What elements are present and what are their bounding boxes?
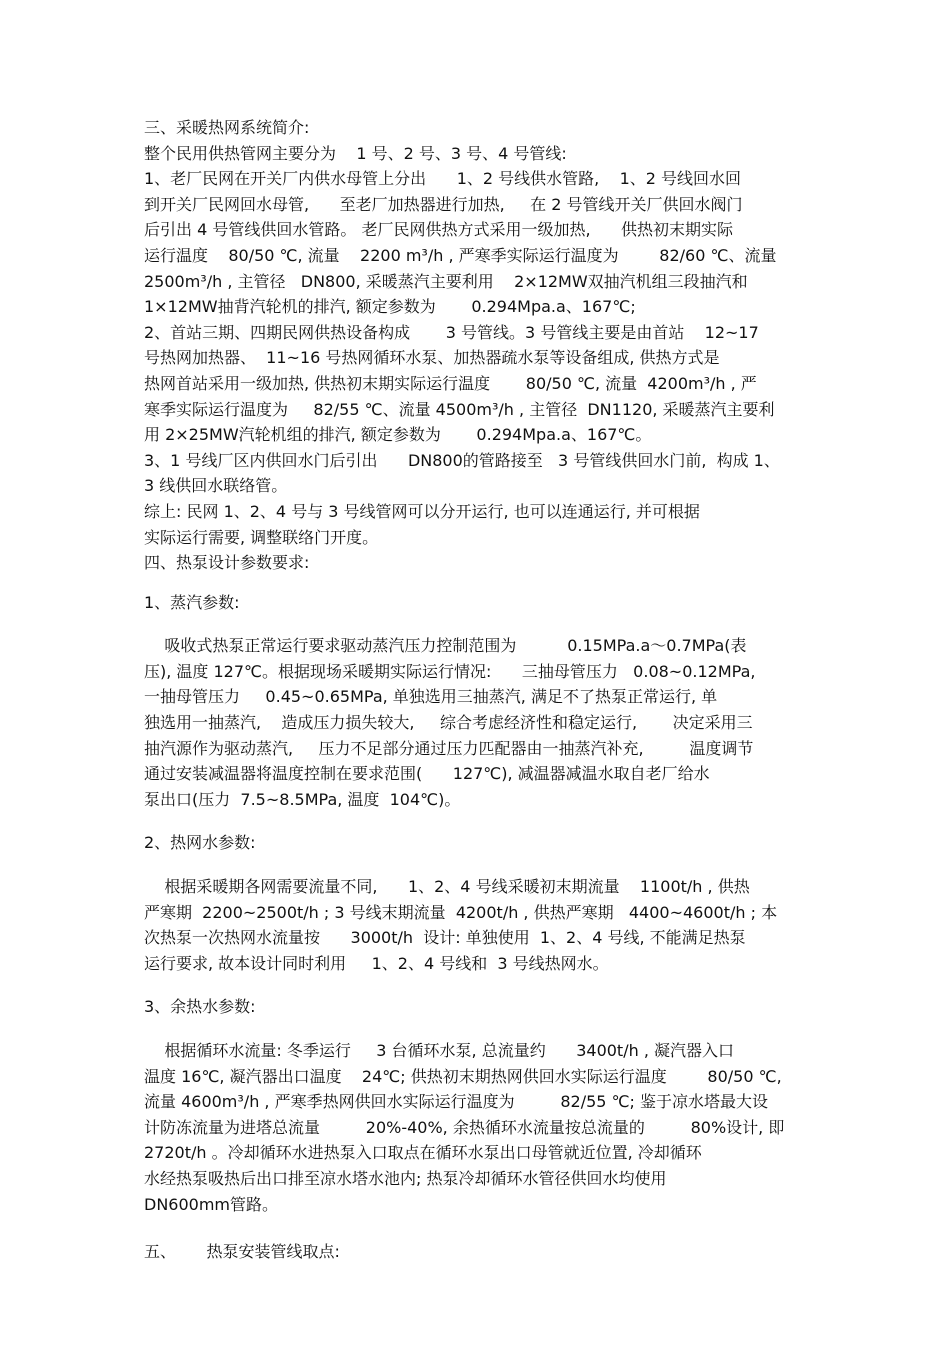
section4-heading: 四、热泵设计参数要求: [144, 553, 310, 573]
spacer [144, 615, 810, 633]
section3-heading: 三、采暖热网系统简介: [144, 118, 310, 137]
spacer [144, 856, 810, 874]
network-water-line: 运行要求, 故本设计同时利用 1、2、4 号线和 3 号线热网水。 [144, 953, 609, 973]
steam-params-line: 压), 温度 127℃。根据现场采暖期实际运行情况: 三抽母管压力 0.08~0.12MPa, [144, 661, 756, 681]
network-water-line: 严寒期 2200~2500t/h ; 3 号线末期流量 4200t/h , 供热严寒期 4400~4600t/h ; 本 [144, 902, 778, 922]
waste-heat-line: 水经热泵吸热后出口排至凉水塔水池内; 热泵冷却循环水管径供回水均使用 [144, 1168, 667, 1188]
section3-item1-line: 到开关厂民网回水母管, 至老厂加热器进行加热, 在 2 号管线开关厂供回水阀门 [144, 194, 743, 214]
section3-item1-line: 1、老厂民网在开关厂内供水母管上分出 1、2 号线供水管路, 1、2 号线回水回 [144, 169, 742, 189]
steam-params-line: 独选用一抽蒸汽, 造成压力损失较大, 综合考虑经济性和稳定运行, 决定采用三 [144, 713, 753, 733]
section3-summary-line: 综上: 民网 1、2、4 号与 3 号线管网可以分开运行, 也可以连通运行, 并可根据 [144, 501, 700, 521]
waste-heat-line: 温度 16℃, 凝汽器出口温度 24℃; 供热初末期热网供回水实际运行温度 80/50 ℃, [144, 1066, 782, 1086]
section3-item1-line: 后引出 4 号管线供回水管路。 老厂民网供热方式采用一级加热, 供热初末期实际 [144, 220, 734, 240]
section3-summary-line: 实际运行需要, 调整联络门开度。 [144, 527, 379, 547]
spacer [144, 1020, 810, 1038]
spacer [144, 1217, 810, 1239]
waste-heat-line: 计防冻流量为进塔总流量 20%-40%, 余热循环水流量按总流量的 80%设计, 即 [144, 1117, 785, 1137]
section3-item3-line: 3、1 号线厂区内供回水门后引出 DN800的管路接至 3 号管线供回水门前, 构成 1、 [144, 450, 780, 470]
network-water-line: 次热泵一次热网水流量按 3000t/h 设计: 单独使用 1、2、4 号线, 不能满足热泵 [144, 928, 746, 948]
section3-item2-line: 寒季实际运行温度为 82/55 ℃、流量 4500m³/h , 主管径 DN1120, 采暖蒸汽主要利 [144, 399, 775, 419]
steam-params-line: 吸收式热泵正常运行要求驱动蒸汽压力控制范围为 0.15MPa.a～0.7MPa(表 [144, 636, 747, 656]
steam-params-line: 泵出口(压力 7.5~8.5MPa, 温度 104℃)。 [144, 789, 461, 809]
section5-heading: 五、 热泵安装管线取点: [144, 1242, 340, 1262]
section3-item2-line: 热网首站采用一级加热, 供热初末期实际运行温度 80/50 ℃, 流量 4200m³/h , 严 [144, 373, 757, 393]
spacer [144, 976, 810, 994]
section3-item1-line: 运行温度 80/50 ℃, 流量 2200 m³/h , 严寒季实际运行温度为 82/60 ℃、流量 [144, 245, 777, 265]
waste-heat-line: 流量 4600m³/h , 严寒季热网供回水实际运行温度为 82/55 ℃; 鉴于凉水塔最大设 [144, 1092, 769, 1112]
spacer [144, 576, 810, 590]
network-water-line: 根据采暖期各网需要流量不同, 1、2、4 号线采暖初末期流量 1100t/h , 供热 [144, 877, 750, 897]
section3-item3-line: 3 线供回水联络管。 [144, 476, 288, 496]
section3-item1-line: 1×12MW抽背汽轮机的排汽, 额定参数为 0.294Mpa.a、167℃; [144, 297, 636, 317]
network-water-title: 2、热网水参数: [144, 833, 256, 853]
steam-params-line: 抽汽源作为驱动蒸汽, 压力不足部分通过压力匹配器由一抽蒸汽补充, 温度调节 [144, 738, 754, 758]
steam-params-line: 通过安装减温器将温度控制在要求范围( 127℃), 减温器减温水取自老厂给水 [144, 764, 710, 784]
section3-item2-line: 用 2×25MW汽轮机组的排汽, 额定参数为 0.294Mpa.a、167℃。 [144, 425, 652, 445]
document-body [144, 115, 810, 1265]
spacer [144, 812, 810, 830]
waste-heat-title: 3、余热水参数: [144, 997, 256, 1017]
steam-params-title: 1、蒸汽参数: [144, 592, 240, 612]
steam-params-line: 一抽母管压力 0.45~0.65MPa, 单独选用三抽蒸汽, 满足不了热泵正常运行, 单 [144, 687, 718, 707]
waste-heat-line: 2720t/h 。冷却循环水进热泵入口取点在循环水泵出口母管就近位置, 冷却循环 [144, 1143, 702, 1163]
section3-intro: 整个民用供热管网主要分为 1 号、2 号、3 号、4 号管线: [144, 143, 567, 163]
waste-heat-line: DN600mm管路。 [144, 1194, 279, 1214]
section3-item2-line: 2、首站三期、四期民网供热设备构成 3 号管线。3 号管线主要是由首站 12~17 [144, 322, 759, 342]
section3-item1-line: 2500m³/h , 主管径 DN800, 采暖蒸汽主要利用 2×12MW双抽汽机组三段抽汽和 [144, 271, 748, 291]
section3-item2-line: 号热网加热器、 11~16 号热网循环水泵、加热器疏水泵等设备组成, 供热方式是 [144, 348, 720, 368]
waste-heat-line: 根据循环水流量: 冬季运行 3 台循环水泵, 总流量约 3400t/h , 凝汽器入口 [144, 1041, 734, 1060]
